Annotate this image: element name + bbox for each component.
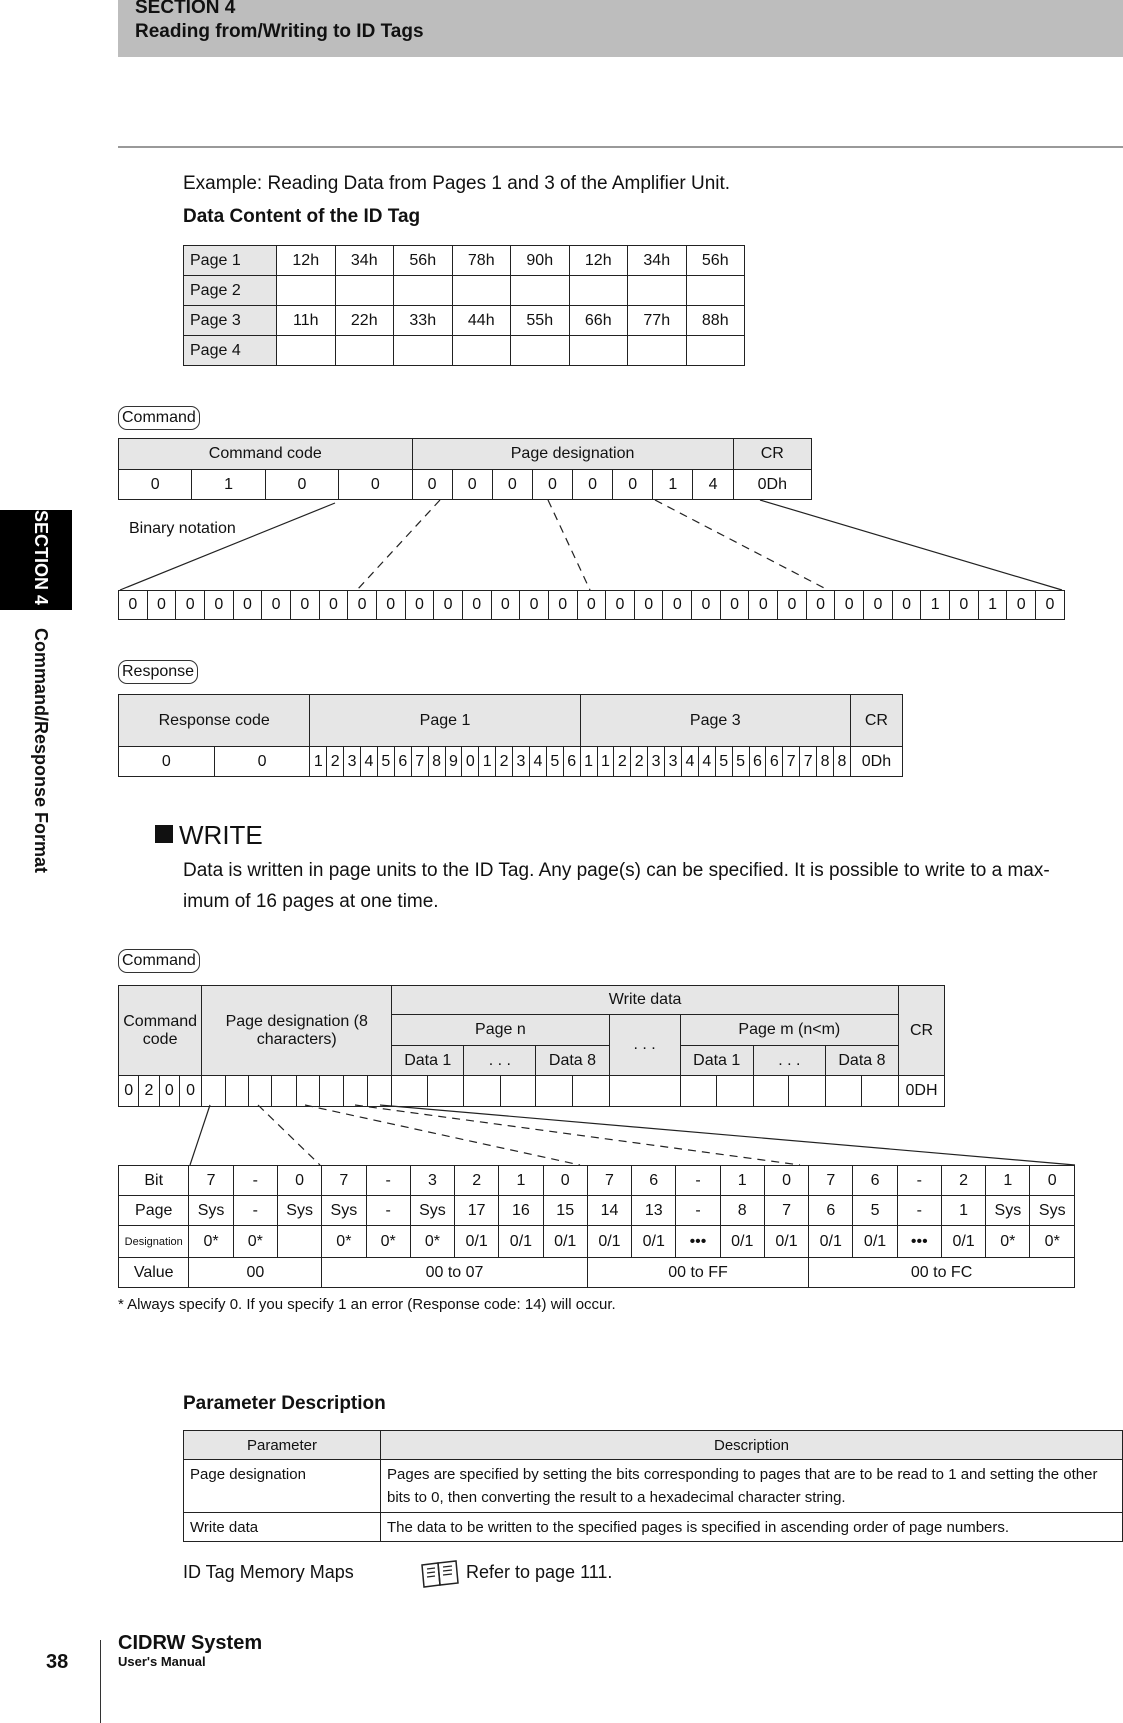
side-tab-section: SECTION 4: [31, 510, 51, 606]
footer-product: CIDRW System: [118, 1632, 263, 1654]
page-value: 8: [720, 1196, 764, 1226]
bit-value: 1: [720, 1166, 764, 1196]
id-tag-page-label: Page 2: [184, 276, 277, 306]
write-empty-cell: [344, 1076, 367, 1107]
designation-value: 0*: [366, 1226, 410, 1258]
read-command-value: 4: [693, 470, 733, 500]
response-value: 9: [445, 747, 462, 777]
response-value: 2: [496, 747, 513, 777]
write-empty-cell: [202, 1076, 225, 1107]
read-command-value: 0: [412, 470, 452, 500]
example-title: Example: Reading Data from Pages 1 and 3 of the Amplifier Unit.: [183, 173, 731, 194]
binary-bit: 0: [119, 591, 148, 620]
read-command-value: 0: [265, 470, 338, 500]
page-value: -: [366, 1196, 410, 1226]
response-value: 8: [833, 747, 850, 777]
id-tag-cell: 33h: [394, 306, 453, 336]
write-empty-cell: [320, 1076, 344, 1107]
write-empty-cell: [296, 1076, 319, 1107]
page-value: 15: [543, 1196, 587, 1226]
binary-bit: 0: [462, 591, 491, 620]
bit-value: 6: [853, 1166, 897, 1196]
desc-header: Description: [381, 1431, 1123, 1460]
write-heading: [155, 820, 263, 851]
page-value: Sys: [1030, 1196, 1075, 1226]
page-value: 6: [809, 1196, 853, 1226]
command-code-header: Command code: [119, 439, 413, 470]
designation-value: 0/1: [809, 1226, 853, 1258]
response-value: 1: [310, 747, 327, 777]
id-tag-cell: 55h: [511, 306, 570, 336]
page-value: -: [676, 1196, 720, 1226]
write-empty-cell: [367, 1076, 391, 1107]
read-command-value: 0: [573, 470, 613, 500]
id-tag-cell: 88h: [686, 306, 745, 336]
read-command-value: 1: [653, 470, 693, 500]
write-empty-cell: [753, 1076, 789, 1107]
designation-value: 0/1: [455, 1226, 499, 1258]
response-value: 7: [783, 747, 800, 777]
designation-value: 0/1: [632, 1226, 676, 1258]
write-empty-cell: [572, 1076, 609, 1107]
write-command-code-header: Command code: [119, 986, 202, 1076]
bit-table-row-label: Bit: [119, 1166, 189, 1196]
response-value: 0: [462, 747, 479, 777]
read-command-value: 0: [452, 470, 492, 500]
designation-value: 0/1: [587, 1226, 631, 1258]
designation-value: 0*: [233, 1226, 277, 1258]
read-command-value: 0: [339, 470, 412, 500]
response-badge: Response: [118, 660, 198, 684]
write-code-value: 0: [179, 1076, 201, 1107]
binary-bit: 0: [692, 591, 721, 620]
value-range: 00 to FC: [809, 1258, 1075, 1288]
designation-value: 0/1: [764, 1226, 808, 1258]
designation-value: 0*: [410, 1226, 454, 1258]
response-value: 6: [563, 747, 580, 777]
write-empty-cell: [717, 1076, 754, 1107]
designation-value: 0*: [322, 1226, 366, 1258]
read-response-table: [118, 694, 903, 777]
page-value: 13: [632, 1196, 676, 1226]
page-n-data1: Data 1: [392, 1046, 464, 1076]
bit-table-row-label: Value: [119, 1258, 189, 1288]
response-value: 2: [614, 747, 631, 777]
write-empty-cell: [825, 1076, 862, 1107]
bit-value: 2: [941, 1166, 985, 1196]
response-code-header: Response code: [119, 695, 310, 747]
param-write-data: Write data: [184, 1513, 381, 1542]
read-command-value: 0: [532, 470, 572, 500]
id-tag-cell: 34h: [335, 246, 394, 276]
page-n-dots: . . .: [464, 1046, 536, 1076]
bit-value: 1: [986, 1166, 1030, 1196]
id-tag-page-label: Page 4: [184, 336, 277, 366]
bit-value: 7: [322, 1166, 366, 1196]
page-n-header: Page n: [392, 1015, 609, 1046]
footer-rule: [100, 1640, 101, 1723]
footnote: * Always specify 0. If you specify 1 an error (Response code: 14) will occur.: [118, 1296, 616, 1313]
response-value: 5: [546, 747, 563, 777]
data-content-title: Data Content of the ID Tag: [183, 206, 421, 227]
section-title: Reading from/Writing to ID Tags: [135, 21, 424, 42]
bit-table: [118, 1165, 1075, 1288]
write-empty-cell: [464, 1076, 501, 1107]
bit-table-row-label: Designation: [119, 1226, 189, 1258]
write-code-value: 0: [119, 1076, 139, 1107]
binary-bit: 1: [921, 591, 950, 620]
desc-page-designation: Pages are specified by setting the bits corresponding to pages that are to be read to 1 and setting the other bits to 0, then converting the result to a hexadecimal character string.: [381, 1460, 1123, 1513]
id-tag-cell: 78h: [452, 246, 511, 276]
read-command-value: 0: [492, 470, 532, 500]
response-value: 4: [698, 747, 715, 777]
binary-bit: 0: [1036, 591, 1065, 620]
page-m-data8: Data 8: [825, 1046, 898, 1076]
binary-notation-label: Binary notation: [129, 520, 236, 537]
cr-header: CR: [733, 439, 811, 470]
ellipsis-header: . . .: [609, 1015, 680, 1076]
bit-value: 7: [189, 1166, 233, 1196]
page-value: Sys: [986, 1196, 1030, 1226]
param-page-designation: Page designation: [184, 1460, 381, 1513]
binary-bit: 0: [806, 591, 835, 620]
response-value: 2: [327, 747, 344, 777]
read-command-value: 0: [119, 470, 192, 500]
binary-table: [118, 590, 1065, 620]
binary-bit: 0: [233, 591, 262, 620]
id-tag-cell: 56h: [686, 246, 745, 276]
page-value: Sys: [410, 1196, 454, 1226]
designation-value: 0*: [1030, 1226, 1075, 1258]
binary-bit: 0: [720, 591, 749, 620]
write-command-badge: Command: [118, 949, 200, 973]
write-empty-cell: [536, 1076, 573, 1107]
write-code-value: 2: [139, 1076, 159, 1107]
response-value: 4: [529, 747, 546, 777]
response-value: 4: [361, 747, 378, 777]
write-page-designation-header: Page designation (8 characters): [202, 986, 392, 1076]
page-value: 17: [455, 1196, 499, 1226]
binary-bit: 0: [491, 591, 520, 620]
param-table: [183, 1430, 1123, 1542]
page-value: 16: [499, 1196, 543, 1226]
write-empty-cell: [225, 1076, 248, 1107]
page-value: 7: [764, 1196, 808, 1226]
bit-value: 7: [809, 1166, 853, 1196]
bit-value: -: [897, 1166, 941, 1196]
write-cr-header: CR: [899, 986, 945, 1076]
binary-bit: 0: [950, 591, 979, 620]
write-cr-value: 0DH: [899, 1076, 945, 1107]
response-value: 3: [513, 747, 530, 777]
designation-value: 0*: [189, 1226, 233, 1258]
designation-value: 0/1: [853, 1226, 897, 1258]
binary-bit: 0: [548, 591, 577, 620]
memory-maps-ref: Refer to page 111.: [466, 1562, 613, 1582]
write-empty-cell: [862, 1076, 899, 1107]
write-code-value: 0: [159, 1076, 179, 1107]
page-value: Sys: [189, 1196, 233, 1226]
page3-header: Page 3: [580, 695, 850, 747]
id-tag-cell: 22h: [335, 306, 394, 336]
response-value: 3: [665, 747, 682, 777]
designation-value: 0/1: [720, 1226, 764, 1258]
id-tag-cell: 12h: [277, 246, 336, 276]
bit-value: -: [676, 1166, 720, 1196]
value-range: 00 to 07: [322, 1258, 588, 1288]
binary-bit: 0: [835, 591, 864, 620]
write-empty-cell: [249, 1076, 272, 1107]
response-value: 8: [817, 747, 834, 777]
binary-bit: 0: [749, 591, 778, 620]
page-number: 38: [46, 1651, 69, 1673]
binary-bit: 0: [176, 591, 205, 620]
id-tag-cell: 34h: [628, 246, 687, 276]
binary-bit: 0: [892, 591, 921, 620]
binary-bit: 0: [405, 591, 434, 620]
section-number: SECTION 4: [135, 0, 236, 18]
page-m-data1: Data 1: [680, 1046, 753, 1076]
page1-header: Page 1: [310, 695, 580, 747]
page-value: Sys: [322, 1196, 366, 1226]
response-value: 3: [344, 747, 361, 777]
response-value: 6: [394, 747, 411, 777]
write-empty-cell: [680, 1076, 717, 1107]
value-range: 00 to FF: [587, 1258, 808, 1288]
value-range: 00: [189, 1258, 322, 1288]
write-empty-cell: [427, 1076, 464, 1107]
read-command-value: 1: [192, 470, 265, 500]
designation-value: 0/1: [941, 1226, 985, 1258]
read-command-value: 0: [613, 470, 653, 500]
page-value: -: [897, 1196, 941, 1226]
response-value: 0Dh: [850, 747, 902, 777]
response-value: 8: [428, 747, 445, 777]
id-tag-cell: 90h: [511, 246, 570, 276]
designation-value: 0*: [986, 1226, 1030, 1258]
binary-bit: 0: [1007, 591, 1036, 620]
bit-value: 1: [499, 1166, 543, 1196]
bit-value: 2: [455, 1166, 499, 1196]
response-value: 0: [119, 747, 215, 777]
designation-value: •••: [897, 1226, 941, 1258]
page-m-dots: . . .: [753, 1046, 825, 1076]
id-tag-cell: 44h: [452, 306, 511, 336]
response-cr-header: CR: [850, 695, 902, 747]
binary-bit: 0: [434, 591, 463, 620]
response-value: 7: [800, 747, 817, 777]
binary-bit: 0: [577, 591, 606, 620]
command-badge: Command: [118, 406, 200, 430]
page-value: Sys: [277, 1196, 321, 1226]
response-value: 6: [766, 747, 783, 777]
page-n-data8: Data 8: [536, 1046, 609, 1076]
param-header: Parameter: [184, 1431, 381, 1460]
binary-bit: 0: [348, 591, 377, 620]
bit-value: 6: [632, 1166, 676, 1196]
id-tag-cell: 56h: [394, 246, 453, 276]
binary-bit: 0: [147, 591, 176, 620]
response-value: 5: [715, 747, 732, 777]
book-icon: [418, 1557, 462, 1594]
write-command-table: [118, 985, 945, 1107]
id-tag-cell: 12h: [569, 246, 628, 276]
read-cr-value: 0Dh: [733, 470, 811, 500]
param-title: Parameter Description: [183, 1393, 386, 1414]
page-designation-header: Page designation: [412, 439, 733, 470]
write-desc-line1: Data is written in page units to the ID Tag. Any page(s) can be specified. It is possible to write to a max-: [183, 860, 1050, 881]
write-heading-text: WRITE: [179, 820, 263, 850]
designation-value: 0/1: [543, 1226, 587, 1258]
id-tag-cell: 11h: [277, 306, 336, 336]
designation-value: 0/1: [499, 1226, 543, 1258]
bit-table-row-label: Page: [119, 1196, 189, 1226]
response-value: 1: [580, 747, 597, 777]
response-value: 6: [749, 747, 766, 777]
id-tag-page-label: Page 1: [184, 246, 277, 276]
page-value: -: [233, 1196, 277, 1226]
binary-bit: 0: [520, 591, 549, 620]
page-m-header: Page m (n<m): [680, 1015, 898, 1046]
response-value: 1: [597, 747, 614, 777]
response-value: 4: [681, 747, 698, 777]
write-data-header: Write data: [392, 986, 899, 1015]
bit-value: 7: [587, 1166, 631, 1196]
response-value: 5: [377, 747, 394, 777]
binary-bit: 0: [204, 591, 233, 620]
desc-write-data: The data to be written to the specified pages is specified in ascending order of page numbers.: [381, 1513, 1123, 1542]
binary-bit: 0: [290, 591, 319, 620]
response-value: 7: [411, 747, 428, 777]
page-value: 5: [853, 1196, 897, 1226]
id-tag-page-label: Page 3: [184, 306, 277, 336]
binary-bit: 0: [606, 591, 635, 620]
binary-bit: 0: [864, 591, 893, 620]
bit-value: 0: [277, 1166, 321, 1196]
binary-bit: 0: [262, 591, 291, 620]
response-value: 2: [631, 747, 648, 777]
write-empty-cell: [392, 1076, 428, 1107]
bit-value: 0: [764, 1166, 808, 1196]
bit-value: -: [366, 1166, 410, 1196]
memory-maps-label: ID Tag Memory Maps: [183, 1562, 354, 1582]
binary-bit: 0: [778, 591, 807, 620]
write-desc-line2: imum of 16 pages at one time.: [183, 891, 439, 912]
square-bullet-icon: [155, 825, 173, 843]
write-empty-cell: [609, 1076, 680, 1107]
bit-value: -: [233, 1166, 277, 1196]
bit-value: 0: [1030, 1166, 1075, 1196]
bit-value: 0: [543, 1166, 587, 1196]
binary-bit: 0: [663, 591, 692, 620]
write-empty-cell: [500, 1076, 536, 1107]
bit-value: 3: [410, 1166, 454, 1196]
id-tag-cell: 66h: [569, 306, 628, 336]
id-tag-cell: 77h: [628, 306, 687, 336]
page-value: 14: [587, 1196, 631, 1226]
designation-value: •••: [676, 1226, 720, 1258]
write-empty-cell: [789, 1076, 826, 1107]
page-value: 1: [941, 1196, 985, 1226]
binary-bit: 0: [634, 591, 663, 620]
footer-manual: User's Manual: [118, 1654, 206, 1669]
binary-bit: 1: [978, 591, 1007, 620]
binary-bit: 0: [376, 591, 405, 620]
response-value: 5: [732, 747, 749, 777]
write-empty-cell: [272, 1076, 296, 1107]
response-value: 3: [648, 747, 665, 777]
response-value: 0: [214, 747, 310, 777]
response-value: 1: [479, 747, 496, 777]
side-tab-title: Command/Response Format: [31, 628, 51, 874]
designation-value: [277, 1226, 321, 1258]
binary-bit: 0: [319, 591, 348, 620]
